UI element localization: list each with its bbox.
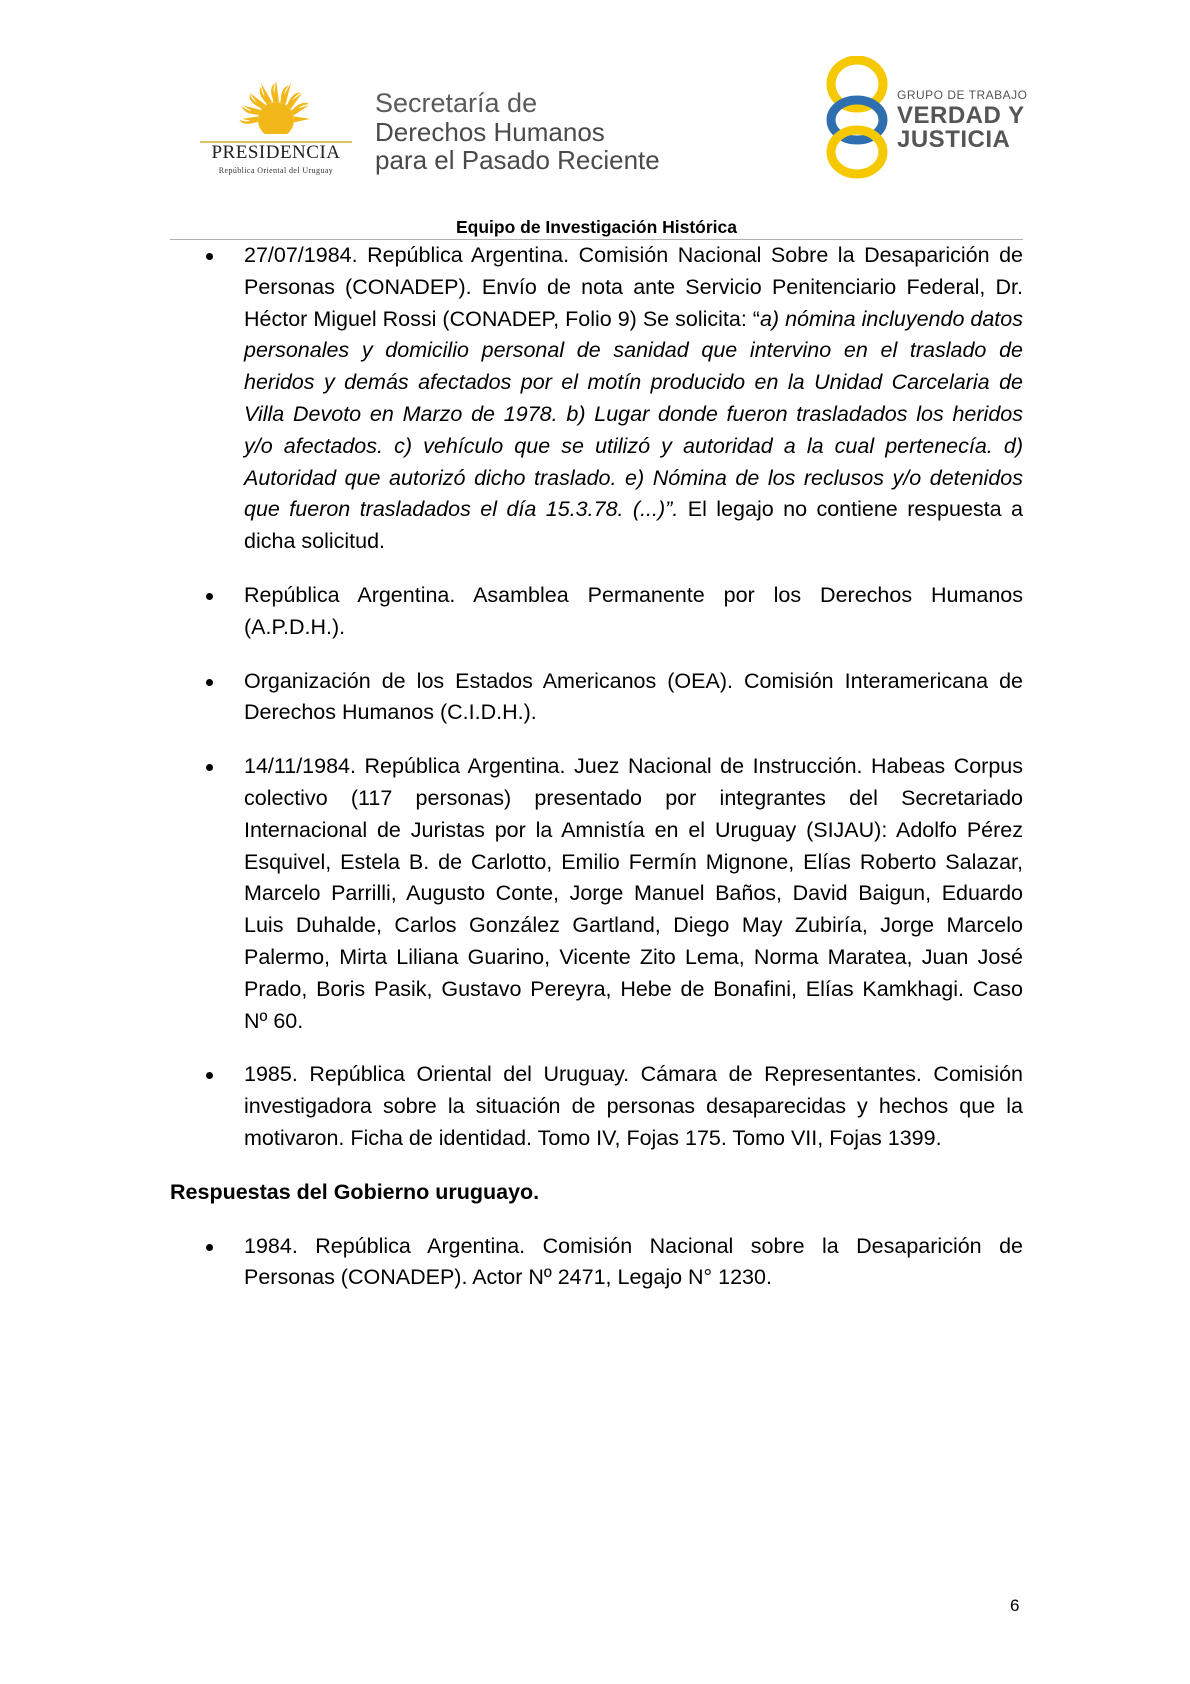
bullet-icon xyxy=(206,1072,213,1079)
grupo-de-trabajo-label: GRUPO DE TRABAJO xyxy=(897,88,1028,102)
secretaria-logo-text xyxy=(375,88,715,174)
presidencia-label: PRESIDENCIA xyxy=(211,142,341,163)
list-item xyxy=(170,751,1023,1037)
presidencia-subtitle: República Oriental del Uruguay xyxy=(218,166,334,175)
secretaria-line-3: para el Pasado Reciente xyxy=(375,145,660,175)
list-item xyxy=(170,580,1023,644)
list-item xyxy=(170,1231,1023,1295)
justicia-label: JUSTICIA xyxy=(897,126,1011,153)
team-title: Equipo de Investigación Histórica xyxy=(455,217,738,237)
verdad-justicia-logo xyxy=(822,56,1028,180)
sun-icon xyxy=(196,76,356,146)
bullet-icon xyxy=(206,253,213,260)
bullet-icon xyxy=(206,593,213,600)
bullet-icon xyxy=(206,679,213,686)
list-item-text: 1984. República Argentina. Comisión Nacional sobre la Desaparición de Personas (CONADEP). Actor Nº 2471, Legajo N° 1230. xyxy=(244,1233,1023,1290)
page-number: 6 xyxy=(1010,1596,1020,1615)
infinity-loops-icon xyxy=(822,56,892,180)
list-item-text: Organización de los Estados Americanos (OEA). Comisión Interamericana de Derechos Humanos (C.I.D.H.). xyxy=(244,668,1023,725)
item-text-plain-end: El legajo no contiene respuesta a dicha solicitud. xyxy=(244,497,1024,554)
document-body xyxy=(170,240,1023,1316)
list-item-text: 1985. República Oriental del Uruguay. Cámara de Representantes. Comisión investigadora sobre la situación de personas desaparecidas y hechos que la motivaron. Ficha de identidad. Tomo IV, Fojas 175. Tomo VII, Fojas 1399. xyxy=(244,1062,1023,1150)
list-item-text xyxy=(244,240,1023,558)
item-text-plain: 27/07/1984. República Argentina. Comisión Nacional Sobre la Desaparición de Personas (CONADEP). Envío de nota ante Servicio Penitenciario Federal, Dr. Héctor Miguel Rossi (CONADEP, Folio 9) Se solicita: “ xyxy=(244,243,1023,331)
verdad-y-label: VERDAD Y xyxy=(897,102,1025,129)
bullet-icon xyxy=(206,1244,213,1251)
list-item-text: República Argentina. Asamblea Permanente por los Derechos Humanos (A.P.D.H.). xyxy=(244,582,1023,639)
presidencia-logo xyxy=(196,76,356,186)
item-text-italic-quote: a) nómina incluyendo datos personales y domicilio personal de sanidad que intervino en el traslado de heridos y demás afectados por el motín producido en la Unidad Carcelaria de Villa Devoto en Marzo de 1978. b) Lugar donde fueron trasladados los heridos y/o afectados. c) vehículo que se utilizó y autoridad a la cual pertenecía. d) Autoridad que autorizó dicho traslado. e) Nómina de los reclusos y/o detenidos que fueron trasladados el día 15.3.78. (...)”. xyxy=(244,306,1023,522)
secretaria-line-1: Secretaría de xyxy=(375,88,538,118)
list-item-text: 14/11/1984. República Argentina. Juez Nacional de Instrucción. Habeas Corpus colectivo (117 personas) presentado por integrantes del Secretariado Internacional de Juristas por la Amnistía en el Uruguay (SIJAU): Adolfo Pérez Esquivel, Estela B. de Carlotto, Emilio Fermín Mignone, Elías Roberto Salazar, Marcelo Parrilli, Augusto Conte, Jorge Manuel Baños, David Baigun, Eduardo Luis Duhalde, Carlos González Gartland, Diego May Zubiría, Jorge Marcelo Palermo, Mirta Liliana Guarino, Vicente Zito Lema, Norma Maratea, Juan José Prado, Boris Pasik, Gustavo Pereyra, Hebe de Bonafini, Elías Kamkhagi. Caso Nº 60. xyxy=(244,754,1023,1033)
secretaria-line-2: Derechos Humanos xyxy=(375,117,605,147)
list-item xyxy=(170,1059,1023,1154)
bullet-icon xyxy=(206,764,213,771)
section-heading: Respuestas del Gobierno uruguayo. xyxy=(170,1179,540,1204)
list-item xyxy=(170,666,1023,730)
list-item xyxy=(170,240,1023,558)
